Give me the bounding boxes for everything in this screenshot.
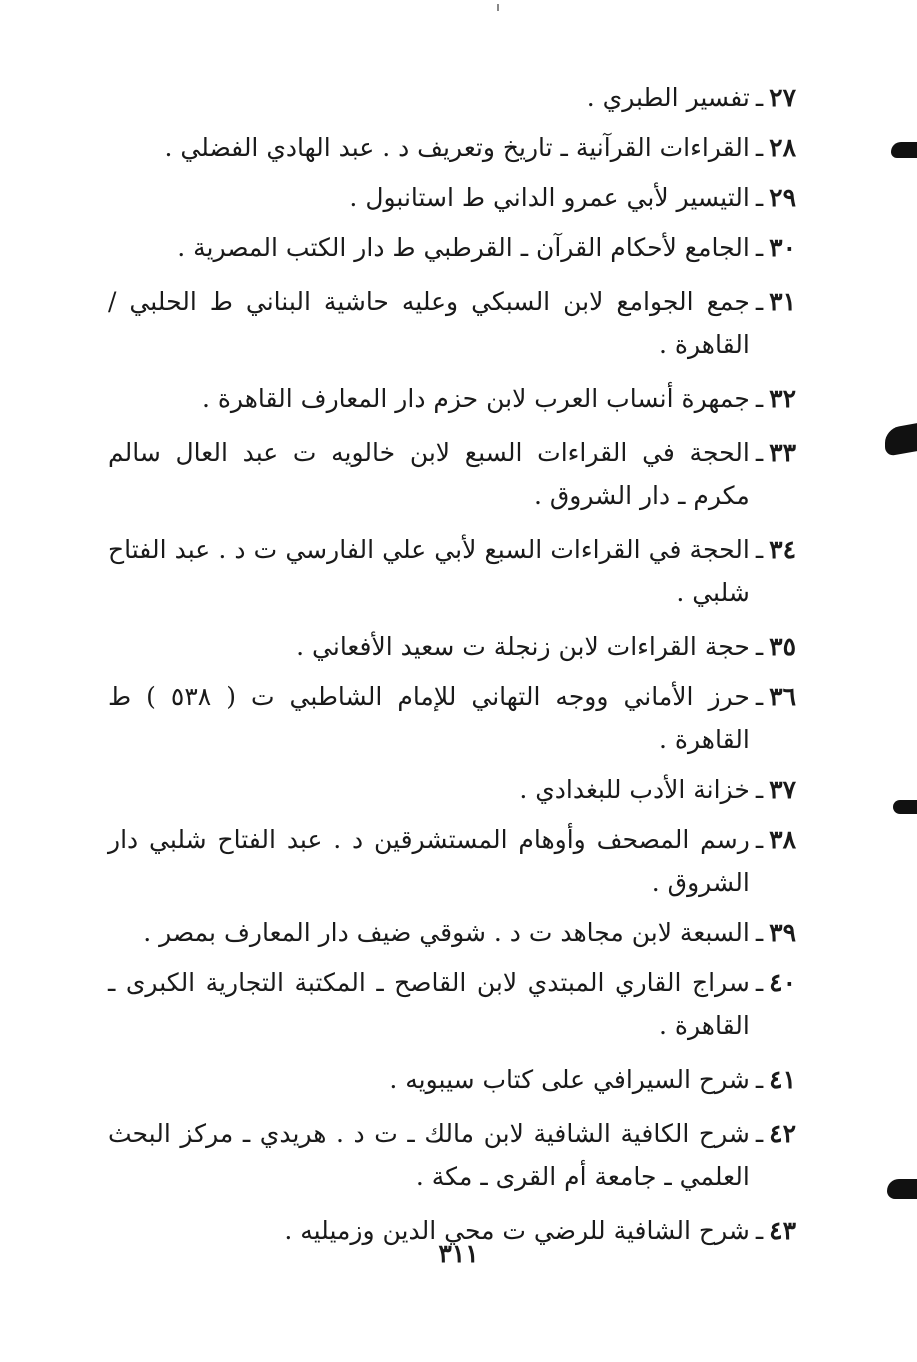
bibliography-entry-29 — [108, 176, 796, 219]
entry-number: ٣٦ — [769, 682, 796, 711]
entry-separator: ـ — [755, 968, 764, 997]
entry-text: شرح الشافية للرضي ت محي الدين وزميليه . — [284, 1216, 750, 1245]
entry-text: شرح السيرافي على كتاب سيبويه . — [389, 1065, 750, 1094]
entry-number: ٣٧ — [769, 775, 796, 804]
entry-text: تفسير الطبري . — [586, 83, 750, 112]
entry-text: الحجة في القراءات السبع لأبي علي الفارسي ت د . عبد الفتاح شلبي . — [108, 535, 750, 607]
entry-separator: ـ — [755, 233, 764, 262]
entry-text: خزانة الأدب للبغدادي . — [519, 775, 750, 804]
bibliography-entry-27 — [108, 76, 796, 119]
bibliography-entry-31 — [108, 280, 796, 366]
entry-text: جمهرة أنساب العرب لابن حزم دار المعارف القاهرة . — [201, 384, 750, 413]
entry-number: ٣٩ — [769, 918, 796, 947]
bibliography-entry-33 — [108, 431, 796, 517]
entry-text: الجامع لأحكام القرآن ـ القرطبي ط دار الكتب المصرية . — [177, 233, 750, 262]
bibliography-entry-35 — [108, 625, 796, 668]
entry-text: سراج القاري المبتدي لابن القاصح ـ المكتبة التجارية الكبرى ـ القاهرة . — [108, 968, 750, 1040]
scan-speck — [497, 4, 499, 11]
entry-text: الحجة في القراءات السبع لابن خالويه ت عبد العال سالم مكرم ـ دار الشروق . — [108, 438, 750, 510]
binding-edge-mark — [893, 800, 917, 814]
page-number: ٣١١ — [438, 1239, 479, 1268]
entry-separator: ـ — [755, 682, 764, 711]
entry-number: ٣٢ — [769, 384, 796, 413]
entry-number: ٣٥ — [769, 632, 796, 661]
bibliography-entry-32 — [108, 377, 796, 420]
entry-separator: ـ — [755, 384, 764, 413]
entry-number: ٤٣ — [769, 1216, 796, 1245]
entry-separator: ـ — [755, 183, 764, 212]
entry-number: ٢٨ — [769, 133, 796, 162]
entry-separator: ـ — [755, 287, 764, 316]
entry-separator: ـ — [755, 825, 764, 854]
entry-separator: ـ — [755, 83, 764, 112]
bibliography-entry-30 — [108, 226, 796, 269]
binding-edge-mark — [885, 423, 917, 457]
entry-text: القراءات القرآنية ـ تاريخ وتعريف د . عبد الهادي الفضلي . — [164, 133, 750, 162]
bibliography-list — [108, 76, 796, 1263]
binding-edge-mark — [891, 142, 917, 158]
entry-text: التيسير لأبي عمرو الداني ط استانبول . — [349, 183, 750, 212]
bibliography-entry-36 — [108, 675, 796, 761]
entry-separator: ـ — [755, 918, 764, 947]
entry-text: شرح الكافية الشافية لابن مالك ـ ت د . هريدي ـ مركز البحث العلمي ـ جامعة أم القرى ـ مكة . — [108, 1119, 750, 1191]
entry-separator: ـ — [755, 438, 764, 467]
entry-text: رسم المصحف وأوهام المستشرقين د . عبد الفتاح شلبي دار الشروق . — [108, 825, 750, 897]
entry-number: ٤١ — [769, 1065, 796, 1094]
bibliography-entry-42 — [108, 1112, 796, 1198]
entry-number: ٣٣ — [769, 438, 796, 467]
bibliography-entry-37 — [108, 768, 796, 811]
bibliography-entry-41 — [108, 1058, 796, 1101]
entry-number: ٣١ — [769, 287, 796, 316]
bibliography-entry-40 — [108, 961, 796, 1047]
entry-number: ٣٨ — [769, 825, 796, 854]
entry-number: ٤٢ — [769, 1119, 796, 1148]
entry-separator: ـ — [755, 632, 764, 661]
bibliography-entry-34 — [108, 528, 796, 614]
entry-text: حرز الأماني ووجه التهاني للإمام الشاطبي ت ( ٥٣٨ ) ط القاهرة . — [108, 682, 750, 754]
binding-edge-mark — [887, 1179, 917, 1199]
bibliography-entry-38 — [108, 818, 796, 904]
entry-text: جمع الجوامع لابن السبكي وعليه حاشية البناني ط الحلبي / القاهرة . — [108, 287, 750, 359]
entry-number: ٤٠ — [769, 968, 796, 997]
entry-number: ٣٤ — [769, 535, 796, 564]
entry-number: ٢٧ — [769, 83, 796, 112]
bibliography-entry-39 — [108, 911, 796, 954]
entry-text: حجة القراءات لابن زنجلة ت سعيد الأفعاني . — [296, 632, 750, 661]
entry-separator: ـ — [755, 1216, 764, 1245]
entry-separator: ـ — [755, 535, 764, 564]
entry-number: ٣٠ — [769, 233, 796, 262]
entry-number: ٢٩ — [769, 183, 796, 212]
bibliography-entry-28 — [108, 126, 796, 169]
entry-text: السبعة لابن مجاهد ت د . شوقي ضيف دار المعارف بمصر . — [143, 918, 750, 947]
entry-separator: ـ — [755, 133, 764, 162]
entry-separator: ـ — [755, 1119, 764, 1148]
entry-separator: ـ — [755, 775, 764, 804]
entry-separator: ـ — [755, 1065, 764, 1094]
